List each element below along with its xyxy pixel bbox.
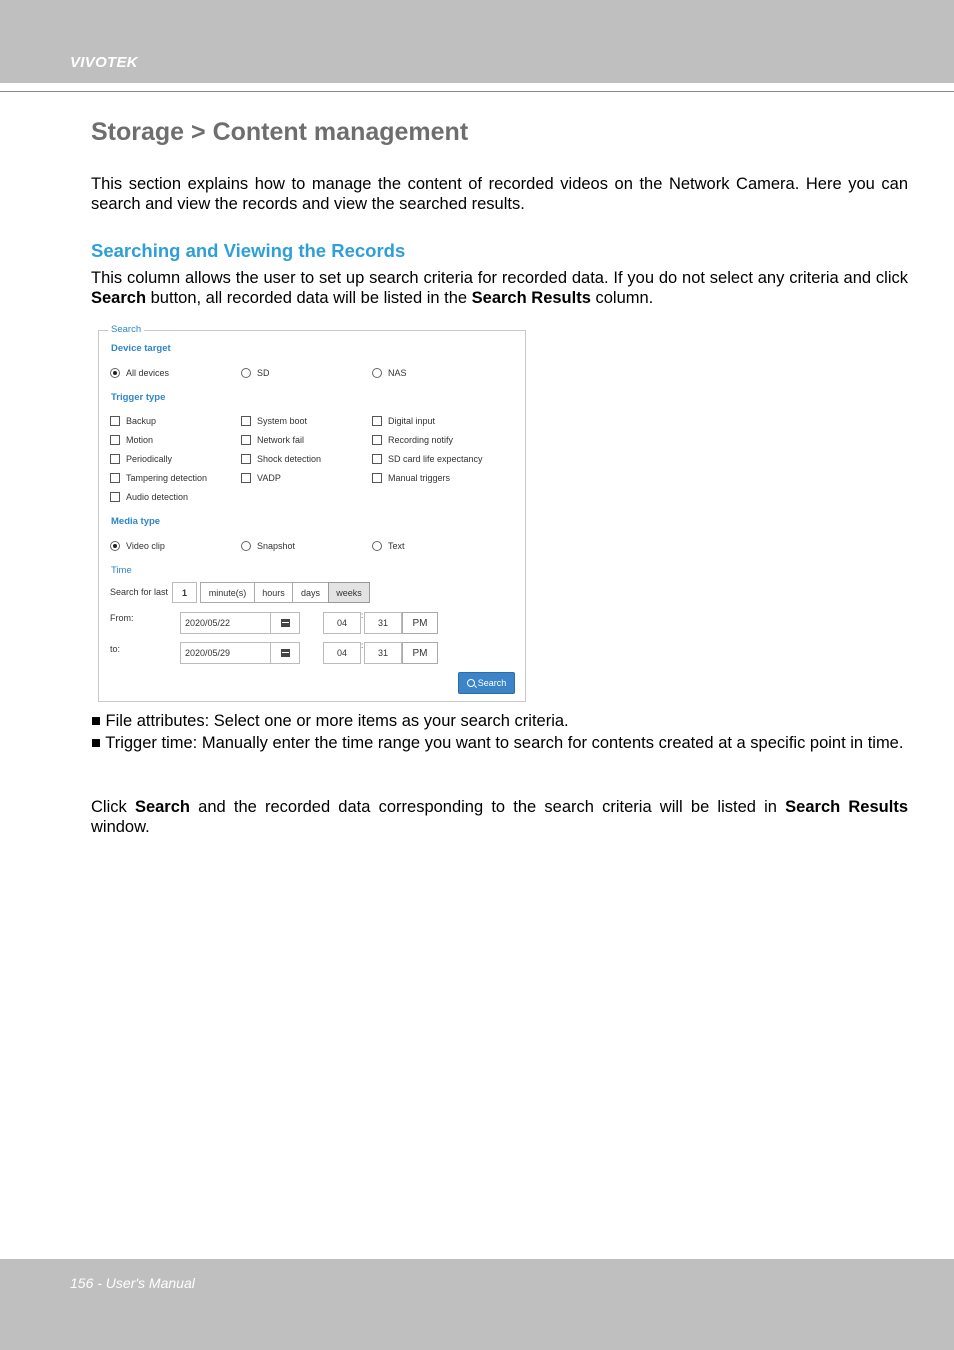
option-label: Tampering detection xyxy=(126,473,208,483)
option-label: Digital input xyxy=(388,416,436,426)
page-title: Storage > Content management xyxy=(91,118,469,146)
search-button-label: Search xyxy=(477,678,507,688)
radio-icon xyxy=(372,541,382,551)
last-value-input[interactable]: 1 xyxy=(172,582,197,603)
option-label: All devices xyxy=(126,368,170,378)
bold-search: Search xyxy=(91,289,147,307)
from-ampm-toggle[interactable]: PM xyxy=(402,612,438,634)
checkbox-icon xyxy=(110,416,120,426)
option-label: SD card life expectancy xyxy=(388,454,483,464)
calendar-icon xyxy=(281,649,290,657)
option-label: Manual triggers xyxy=(388,473,451,483)
page-number: 156 - User's Manual xyxy=(70,1275,195,1291)
checkbox-icon xyxy=(241,416,251,426)
checkbox-tampering-detection[interactable] xyxy=(110,473,207,483)
checkbox-audio-detection[interactable] xyxy=(110,492,188,502)
from-hour-input[interactable]: 04 xyxy=(323,612,361,634)
checkbox-icon xyxy=(372,473,382,483)
checkbox-manual-triggers[interactable] xyxy=(372,473,450,483)
checkbox-icon xyxy=(110,454,120,464)
search-panel xyxy=(98,330,526,702)
checkbox-backup[interactable] xyxy=(110,416,156,426)
option-label: Video clip xyxy=(126,541,165,551)
radio-text[interactable] xyxy=(372,541,405,551)
radio-snapshot[interactable] xyxy=(241,541,295,551)
unit-days-button[interactable]: days xyxy=(292,582,329,603)
radio-selected-icon xyxy=(110,368,120,378)
trigger-type-label: Trigger type xyxy=(111,392,166,403)
page-header xyxy=(0,0,954,83)
closing-paragraph xyxy=(91,797,908,837)
option-label: Network fail xyxy=(257,435,305,445)
checkbox-icon xyxy=(241,435,251,445)
text-run: Click xyxy=(91,798,135,816)
checkbox-shock-detection[interactable] xyxy=(241,454,321,464)
option-label: Motion xyxy=(126,435,154,445)
unit-weeks-button[interactable]: weeks xyxy=(328,582,370,603)
option-label: VADP xyxy=(257,473,281,483)
to-hour-input[interactable]: 04 xyxy=(323,642,361,664)
section-heading: Searching and Viewing the Records xyxy=(91,240,406,261)
intro-paragraph: This section explains how to manage the content of recorded videos on the Network Camera. Here you can search and view the records and view the searched results. xyxy=(91,175,908,213)
bold-search-results: Search Results xyxy=(471,289,591,307)
checkbox-vadp[interactable] xyxy=(241,473,281,483)
radio-icon xyxy=(372,368,382,378)
radio-nas[interactable] xyxy=(372,368,407,378)
checkbox-periodically[interactable] xyxy=(110,454,172,464)
to-ampm-toggle[interactable]: PM xyxy=(402,642,438,664)
search-button[interactable] xyxy=(458,672,515,694)
checkbox-icon xyxy=(241,473,251,483)
time-label: Time xyxy=(111,565,132,576)
checkbox-system-boot[interactable] xyxy=(241,416,307,426)
bullet-trigger-time: ■ Trigger time: Manually enter the time range you want to search for contents created at a specific point in time. xyxy=(91,734,904,752)
option-label: NAS xyxy=(388,368,407,378)
checkbox-recording-notify[interactable] xyxy=(372,435,453,445)
radio-all-devices[interactable] xyxy=(110,368,169,378)
search-icon xyxy=(467,679,475,687)
unit-hours-button[interactable]: hours xyxy=(254,582,293,603)
from-calendar-button[interactable] xyxy=(270,612,300,634)
device-target-label: Device target xyxy=(111,343,171,354)
time-colon: : xyxy=(361,641,364,650)
option-label: Text xyxy=(388,541,405,551)
unit-minutes-button[interactable]: minute(s) xyxy=(200,582,255,603)
time-colon: : xyxy=(361,611,364,620)
to-calendar-button[interactable] xyxy=(270,642,300,664)
option-label: System boot xyxy=(257,416,308,426)
radio-video-clip[interactable] xyxy=(110,541,165,551)
search-for-last-label: Search for last xyxy=(110,587,169,597)
page-footer xyxy=(0,1259,954,1350)
option-label: Snapshot xyxy=(257,541,296,551)
radio-sd[interactable] xyxy=(241,368,270,378)
text-run: This column allows the user to set up search criteria for recorded data. If you do not select any criteria and click xyxy=(91,269,908,287)
option-label: Periodically xyxy=(126,454,173,464)
checkbox-icon xyxy=(372,454,382,464)
to-date-input[interactable]: 2020/05/29 xyxy=(180,642,272,664)
option-label: Audio detection xyxy=(126,492,189,502)
bold-search: Search xyxy=(134,798,190,816)
search-description xyxy=(91,268,908,308)
from-label: From: xyxy=(110,613,134,623)
text-run: column. xyxy=(590,289,654,307)
checkbox-icon xyxy=(372,416,382,426)
bold-search-results: Search Results xyxy=(785,798,908,816)
text-run: button, all recorded data will be listed in the xyxy=(146,289,472,307)
checkbox-digital-input[interactable] xyxy=(372,416,435,426)
checkbox-icon xyxy=(241,454,251,464)
radio-icon xyxy=(241,368,251,378)
to-label: to: xyxy=(110,644,121,654)
radio-selected-icon xyxy=(110,541,120,551)
from-date-input[interactable]: 2020/05/22 xyxy=(180,612,272,634)
bullet-file-attributes: ■ File attributes: Select one or more items as your search criteria. xyxy=(91,712,569,730)
checkbox-sd-card-life[interactable] xyxy=(372,454,483,464)
header-divider xyxy=(0,91,954,92)
option-label: Recording notify xyxy=(388,435,454,445)
checkbox-network-fail[interactable] xyxy=(241,435,304,445)
checkbox-icon xyxy=(110,435,120,445)
media-type-label: Media type xyxy=(111,516,161,527)
text-run: window. xyxy=(91,818,150,836)
to-minute-input[interactable]: 31 xyxy=(364,642,402,664)
option-label: SD xyxy=(257,368,270,378)
radio-icon xyxy=(241,541,251,551)
checkbox-icon xyxy=(110,473,120,483)
from-minute-input[interactable]: 31 xyxy=(364,612,402,634)
calendar-icon xyxy=(281,619,290,627)
brand-logo-text: VIVOTEK xyxy=(70,54,138,71)
checkbox-icon xyxy=(372,435,382,445)
option-label: Shock detection xyxy=(257,454,322,464)
option-label: Backup xyxy=(126,416,157,426)
search-panel-legend: Search xyxy=(108,324,144,335)
checkbox-icon xyxy=(110,492,120,502)
text-run: and the recorded data corresponding to the search criteria will be listed in xyxy=(189,798,786,816)
checkbox-motion[interactable] xyxy=(110,435,153,445)
